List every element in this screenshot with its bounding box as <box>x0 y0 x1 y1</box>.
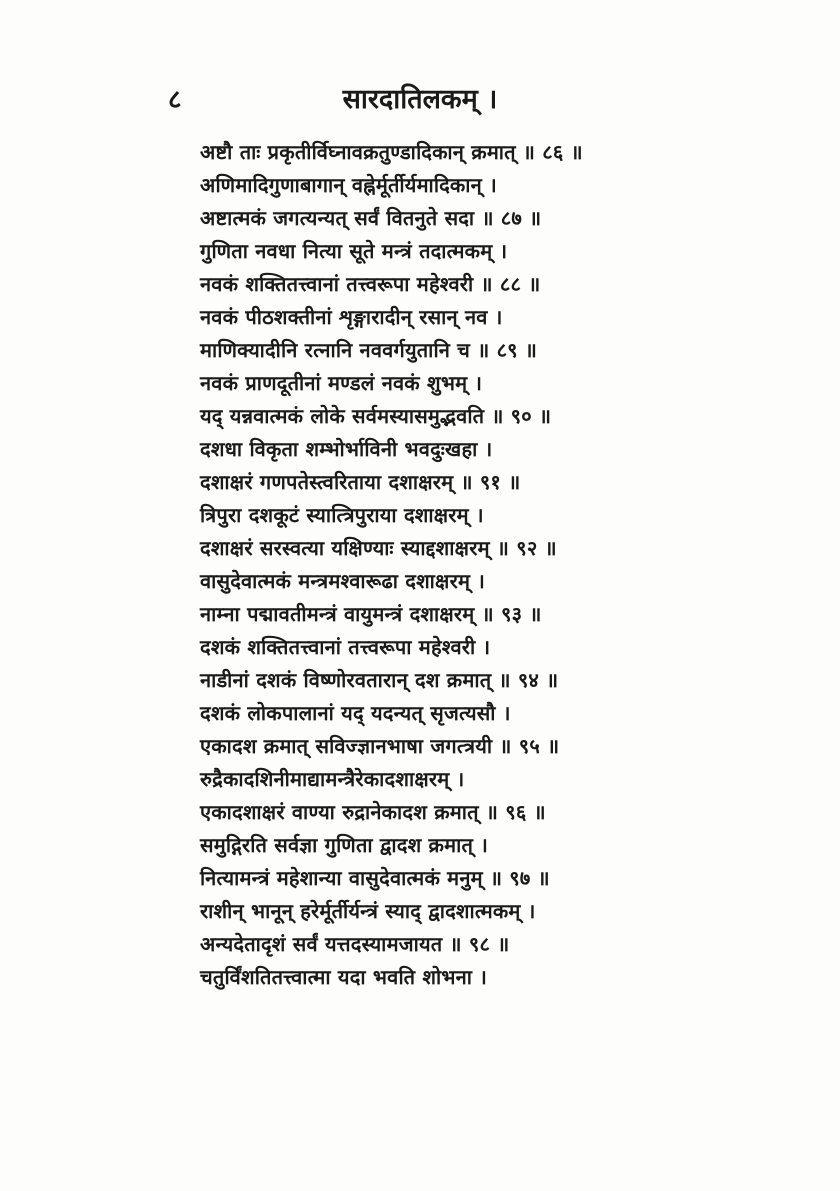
verse-line: त्रिपुरा दशकूटं स्यात्त्रिपुराया दशाक्षरम् । <box>200 503 484 527</box>
verse-line: अन्यदेतादृशं सर्वं यत्तदस्यामजायत ॥ ९८ ॥ <box>200 932 510 956</box>
verse-line: दशकं शक्तितत्त्वानां तत्त्वरूपा महेश्वरी । <box>200 635 491 659</box>
verse-line: यद् यन्नवात्मकं लोके सर्वमस्यासमुद्भवति ॥ ९० ॥ <box>200 404 552 428</box>
verse-line: अष्टौ ताः प्रकृतीर्विघ्नावक्रतुण्डादिकान् क्रमात् ॥ ८६ ॥ <box>200 140 583 164</box>
verse-list <box>200 136 800 994</box>
verse-line: राशीन् भानून् हरेर्मूर्तीर्यन्त्रं स्याद् द्वादशात्मकम् । <box>200 899 536 923</box>
verse-line: नवकं शक्तितत्त्वानां तत्त्वरूपा महेश्वरी ॥ ८८ ॥ <box>200 272 541 296</box>
verse-line: नित्यामन्त्रं महेशान्या वासुदेवात्मकं मनुम् ॥ ९७ ॥ <box>200 866 550 890</box>
verse-line: रुद्रैकादशिनीमाद्यामन्त्रैरेकादशाक्षरम् । <box>200 767 465 791</box>
running-title: सारदातिलकम् । <box>342 84 498 115</box>
verse-line: नवकं प्राणदूतीनां मण्डलं नवकं शुभम् । <box>200 371 483 395</box>
page-number: ८ <box>168 85 182 115</box>
verse-line: नाडीनां दशकं विष्णोरवतारान् दश क्रमात् ॥ ९४ ॥ <box>200 668 559 692</box>
verse-line: दशकं लोकपालानां यद् यदन्यत् सृजत्यसौ । <box>200 701 511 725</box>
verse-line: अष्टात्मकं जगत्यन्यत् सर्वं वितनुते सदा ॥ ८७ ॥ <box>200 206 542 230</box>
verse-line: गुणिता नवधा नित्या सूते मन्त्रं तदात्मकम् । <box>200 239 508 263</box>
verse-line: नवकं पीठशक्तीनां शृङ्गारादीन् रसान् नव । <box>200 305 503 329</box>
verse-line: नाम्ना पद्मावतीमन्त्रं वायुमन्त्रं दशाक्षरम् ॥ ९३ ॥ <box>200 602 542 626</box>
verse-line: अणिमादिगुणाबागान् वह्नेर्मूर्तीर्यमादिकान् । <box>200 173 497 197</box>
verse-line: एकादश क्रमात् सविज्ज्ञानभाषा जगत्त्रयी ॥ ९५ ॥ <box>200 734 560 758</box>
verse-line: दशाक्षरं गणपतेस्त्वरिताया दशाक्षरम् ॥ ९१ ॥ <box>200 470 521 494</box>
verse-line: एकादशाक्षरं वाण्या रुद्रानेकादश क्रमात् ॥ ९६ ॥ <box>200 800 546 824</box>
verse-line: दशाक्षरं सरस्वत्या यक्षिण्याः स्याद्दशाक्षरम् ॥ ९२ ॥ <box>200 536 557 560</box>
verse-line: माणिक्यादीनि रत्नानि नववर्गयुतानि च ॥ ८९ ॥ <box>200 338 538 362</box>
verse-line: वासुदेवात्मकं मन्त्रमश्वारूढा दशाक्षरम् । <box>200 569 486 593</box>
verse-line: चतुर्विंशतितत्त्वात्मा यदा भवति शोभना । <box>200 965 488 989</box>
verse-line: समुद्गिरति सर्वज्ञा गुणिता द्वादश क्रमात् । <box>200 833 488 857</box>
verse-line: दशधा विकृता शम्भोर्भाविनी भवदुःखहा । <box>200 437 493 461</box>
